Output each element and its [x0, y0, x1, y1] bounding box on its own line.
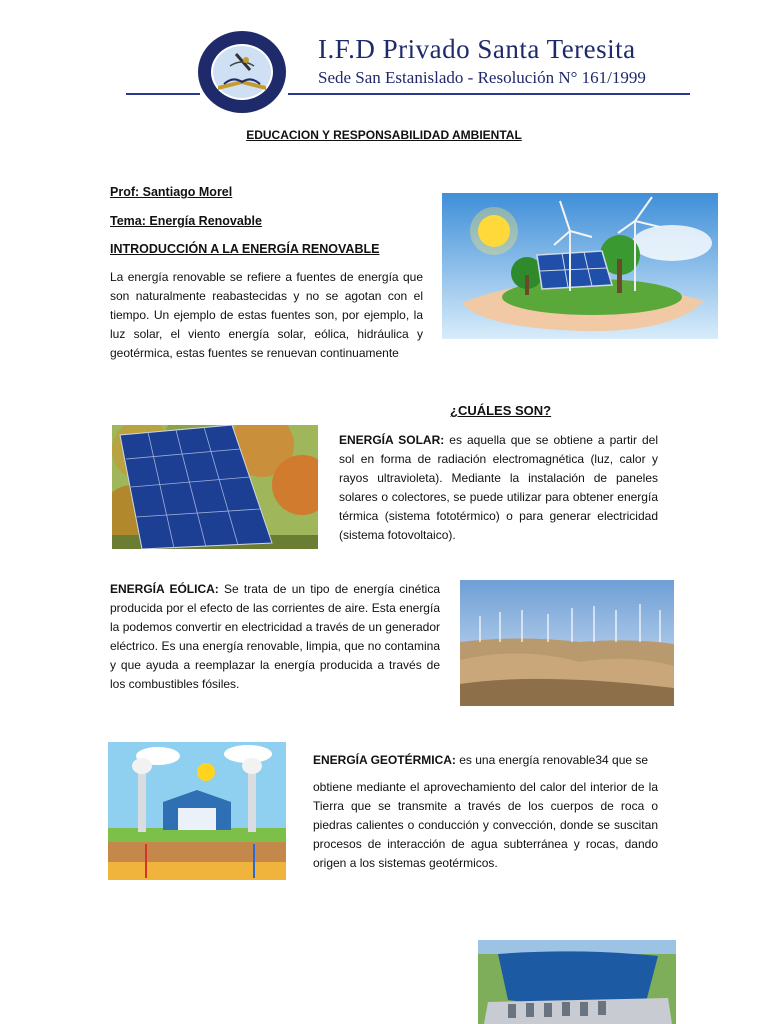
topic-label: Tema: Energía Renovable — [110, 214, 262, 228]
wind-farm-image — [460, 580, 674, 706]
intro-heading: INTRODUCCIÓN A LA ENERGÍA RENOVABLE — [110, 242, 380, 256]
eolica-label: ENERGÍA EÓLICA: — [110, 582, 219, 596]
header-rule-left — [126, 93, 200, 95]
eolica-text: Se trata de un tipo de energía cinética producida por el efecto de las corrientes de aire. Esta energía la podemos convertir en electricidad a través de un generador eléctrico. Es una energía renovable, limpia, que no contamina y que ayuda a reemplazar la energía producida a través de los combustibles fósiles. — [110, 582, 440, 691]
solar-paragraph — [339, 431, 658, 545]
geo-text-1: es una energía renovable34 que se — [455, 753, 649, 767]
geo-label: ENERGÍA GEOTÉRMICA: — [313, 753, 456, 767]
section-heading: ¿CUÁLES SON? — [450, 403, 552, 418]
renewable-energy-image — [442, 193, 718, 339]
hydroelectric-dam-image — [478, 940, 676, 1024]
institution-logo — [196, 30, 288, 114]
solar-panel-image — [112, 425, 318, 549]
solar-text: es aquella que se obtiene a partir del sol en forma de radiación electromagnética (luz, calor y rayos ultravioleta). Mediante la instalación de paneles solares o colectores, se puede utilizar para obtener energía térmica (sistema fototérmico) o para generar electricidad (sistema fotovoltaico). — [339, 433, 659, 542]
institution-subtitle: Sede San Estanislado - Resolución N° 161/1999 — [318, 68, 646, 87]
professor-label: Prof: Santiago Morel — [110, 185, 233, 199]
document-title: EDUCACION Y RESPONSABILIDAD AMBIENTAL — [246, 128, 522, 142]
header-rule-right — [288, 93, 690, 95]
solar-label: ENERGÍA SOLAR: — [339, 433, 445, 447]
institution-name: I.F.D Privado Santa Teresita — [318, 34, 636, 64]
geo-text-2: obtiene mediante el aprovechamiento del calor del interior de la Tierra que se transmite a través de los cuerpos de roca o piedras calientes o conducción y convección, donde se suscitan procesos de interacción de agua subterránea y rocas, dando origen a los sistemas geotérmicos. — [313, 780, 658, 870]
geo-paragraph-1 — [313, 751, 658, 770]
intro-text: La energía renovable se refiere a fuentes de energía que son naturalmente reabastecidas y no se agotan con el tiempo. Un ejemplo de estas fuentes son, por ejemplo, la luz solar, el viento energía solar, eólica, hidráulica y geotérmica, estas fuentes se renuevan continuamente — [110, 270, 423, 360]
geothermal-image — [108, 742, 286, 880]
geo-paragraph-2 — [313, 778, 658, 873]
intro-paragraph — [110, 268, 423, 363]
eolica-paragraph — [110, 580, 440, 694]
